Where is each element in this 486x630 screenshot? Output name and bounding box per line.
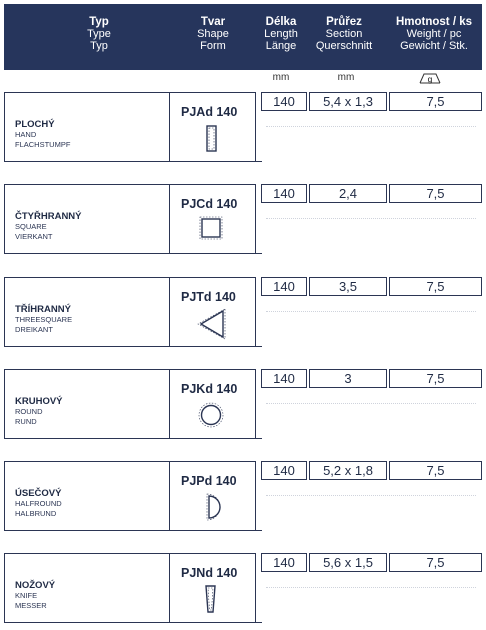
weight-cell: 7,5	[389, 461, 482, 480]
name-cz: KRUHOVÝ	[15, 396, 63, 407]
unit-length: mm	[272, 72, 290, 83]
name-cz: PLOCHÝ	[15, 119, 55, 130]
shape-icon	[195, 584, 229, 618]
dotted-guide	[266, 587, 476, 588]
column-divider	[169, 554, 170, 622]
product-code: PJCd 140	[181, 197, 238, 211]
column-divider	[169, 185, 170, 253]
product-box	[4, 369, 256, 439]
name-de: FLACHSTUMPF	[15, 139, 71, 149]
product-code: PJKd 140	[181, 382, 238, 396]
name-en: SQUARE	[15, 222, 47, 231]
product-box	[4, 184, 256, 254]
name-en: ROUND	[15, 407, 43, 416]
length-cell: 140	[261, 92, 307, 111]
name-de: MESSER	[15, 600, 47, 610]
shape-icon	[195, 400, 229, 434]
product-box	[4, 461, 256, 531]
header-shape: Tvar Shape Form	[197, 16, 229, 52]
product-name	[15, 396, 63, 426]
product-name	[15, 580, 55, 610]
row-connector	[256, 161, 262, 162]
weight-cell: 7,5	[389, 277, 482, 296]
section-cell: 3	[309, 369, 387, 388]
product-code: PJAd 140	[181, 105, 238, 119]
length-cell: 140	[261, 184, 307, 203]
name-cz: TŘÍHRANNÝ	[15, 304, 71, 315]
product-box	[4, 553, 256, 623]
length-cell: 140	[261, 553, 307, 572]
product-name	[15, 119, 70, 149]
square-profile-icon	[195, 215, 229, 249]
unit-section: mm	[337, 72, 355, 83]
shape-icon	[195, 492, 229, 526]
name-en: KNIFE	[15, 591, 38, 600]
row-connector	[256, 438, 262, 439]
dotted-guide	[266, 218, 476, 219]
column-divider	[169, 93, 170, 161]
product-code: PJTd 140	[181, 290, 236, 304]
product-name	[15, 304, 72, 334]
table-header	[4, 4, 482, 70]
name-en: HALFROUND	[15, 499, 62, 508]
product-code: PJNd 140	[181, 566, 238, 580]
knife-profile-icon	[195, 584, 229, 618]
section-cell: 5,6 x 1,5	[309, 553, 387, 572]
length-cell: 140	[261, 277, 307, 296]
weight-cell: 7,5	[389, 184, 482, 203]
section-cell: 3,5	[309, 277, 387, 296]
name-cz: ÚSEČOVÝ	[15, 488, 62, 499]
name-de: HALBRUND	[15, 508, 57, 518]
header-length: Délka Length Länge	[264, 16, 298, 52]
header-type: Typ Type Typ	[87, 16, 111, 52]
column-divider	[169, 462, 170, 530]
dotted-guide	[266, 403, 476, 404]
shape-icon	[195, 123, 229, 157]
dotted-guide	[266, 311, 476, 312]
flat-profile-icon	[195, 123, 229, 157]
halfround-profile-icon	[195, 492, 229, 526]
length-cell: 140	[261, 461, 307, 480]
name-de: DREIKANT	[15, 324, 53, 334]
row-connector	[256, 622, 262, 623]
product-code: PJPd 140	[181, 474, 237, 488]
row-connector	[256, 253, 262, 254]
shape-icon	[195, 308, 229, 342]
name-en: THREESQUARE	[15, 315, 73, 324]
triangle-profile-icon	[195, 308, 229, 342]
product-box	[4, 277, 256, 347]
row-connector	[256, 346, 262, 347]
weight-cell: 7,5	[389, 553, 482, 572]
section-cell: 5,2 x 1,8	[309, 461, 387, 480]
column-divider	[169, 370, 170, 438]
dotted-guide	[266, 495, 476, 496]
section-cell: 5,4 x 1,3	[309, 92, 387, 111]
name-cz: ČTYŘHRANNÝ	[15, 211, 82, 222]
weight-cell: 7,5	[389, 369, 482, 388]
row-connector	[256, 530, 262, 531]
round-profile-icon	[195, 400, 229, 434]
shape-icon	[195, 215, 229, 249]
name-de: VIERKANT	[15, 231, 53, 241]
section-cell: 2,4	[309, 184, 387, 203]
name-de: RUND	[15, 416, 37, 426]
product-name	[15, 211, 82, 241]
weight-icon	[412, 72, 448, 87]
length-cell: 140	[261, 369, 307, 388]
weight-cell: 7,5	[389, 92, 482, 111]
product-name	[15, 488, 62, 518]
name-en: HAND	[15, 130, 37, 139]
header-weight: Hmotnost / ks Weight / pc Gewicht / Stk.	[395, 16, 473, 52]
product-box	[4, 92, 256, 162]
dotted-guide	[266, 126, 476, 127]
weight-unit: g	[427, 75, 433, 84]
header-section: Průřez Section Querschnitt	[315, 16, 373, 52]
column-divider	[169, 278, 170, 346]
name-cz: NOŽOVÝ	[15, 580, 56, 591]
